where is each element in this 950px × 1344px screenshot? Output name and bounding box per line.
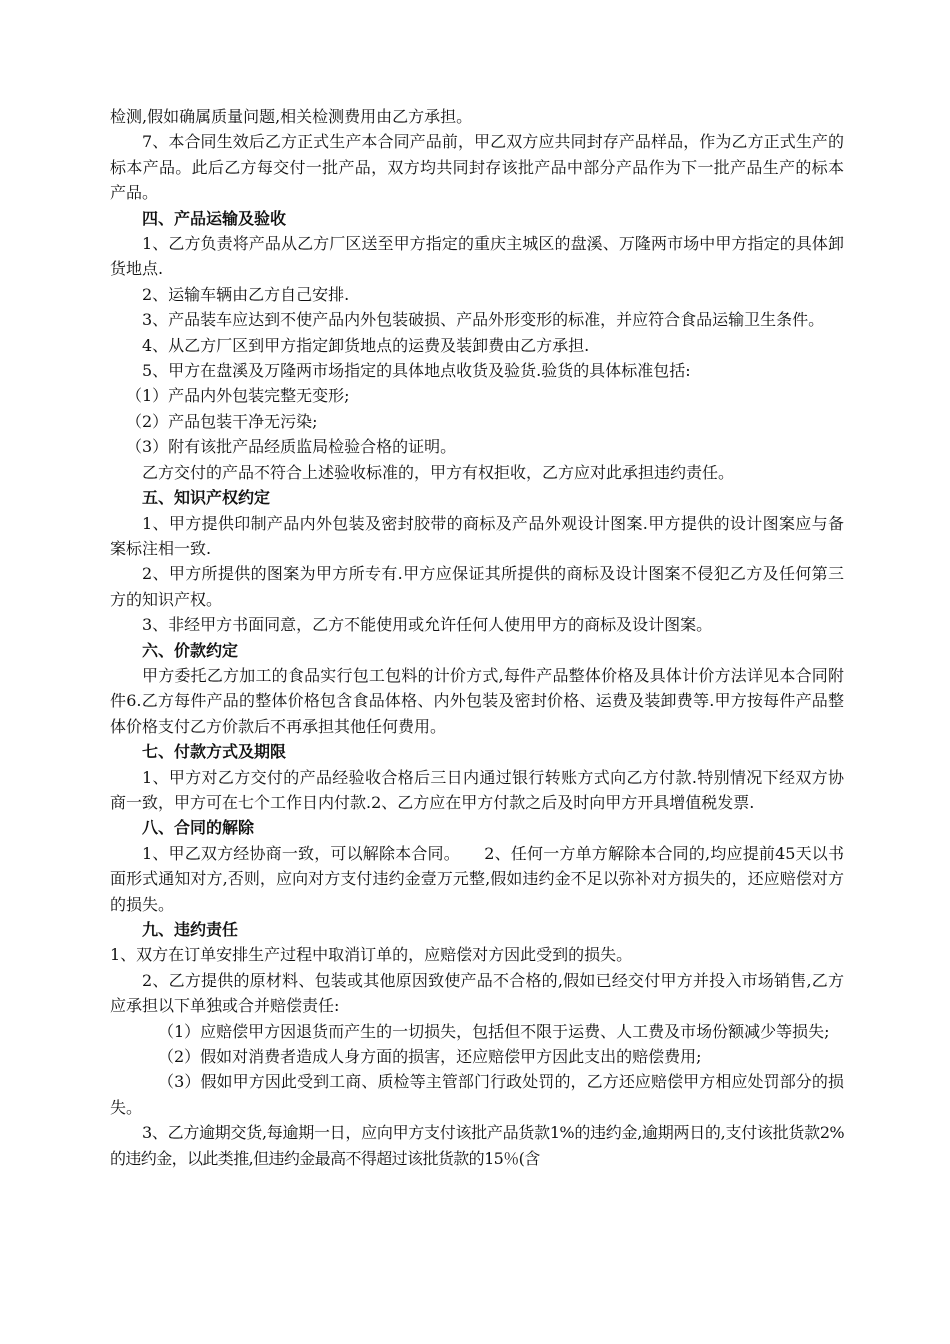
paragraph: 7、本合同生效后乙方正式生产本合同产品前，甲乙双方应共同封存产品样品，作为乙方正式生产的标本产品。此后乙方每交付一批产品，双方均共同封存该批产品中部分产品作为下一批产品生产的标本产品。 <box>110 132 844 203</box>
paragraph: 1、甲方提供印制产品内外包装及密封胶带的商标及产品外观设计图案.甲方提供的设计图案应与备案标注相一致. <box>110 513 844 558</box>
paragraph: 1、甲方对乙方交付的产品经验收合格后三日内通过银行转账方式向乙方付款.特别情况下经双方协商一致，甲方可在七个工作日内付款.2、乙方应在甲方付款之后及时向甲方开具增值税发票. <box>110 767 844 812</box>
paragraph: 3、非经甲方书面同意，乙方不能使用或允许任何人使用甲方的商标及设计图案。 <box>142 615 713 635</box>
paragraph: 3、产品装车应达到不使产品内外包装破损、产品外形变形的标准，并应符合食品运输卫生条件。 <box>142 310 825 330</box>
paragraph: 1、乙方负责将产品从乙方厂区送至甲方指定的重庆主城区的盘溪、万隆两市场中甲方指定的具体卸货地点. <box>110 234 844 279</box>
section-heading: 八、合同的解除 <box>142 818 255 838</box>
list-item: （1）应赔偿甲方因退货而产生的一切损失，包括但不限于运费、人工费及市场份额减少等损失; <box>158 1021 830 1041</box>
section-heading: 七、付款方式及期限 <box>142 742 287 762</box>
paragraph: 2、甲方所提供的图案为甲方所专有.甲方应保证其所提供的商标及设计图案不侵犯乙方及任何第三方的知识产权。 <box>110 564 844 609</box>
list-item: （2）假如对消费者造成人身方面的损害，还应赔偿甲方因此支出的赔偿费用; <box>158 1047 702 1067</box>
list-item: （2）产品包装干净无污染; <box>126 411 318 431</box>
paragraph: 3、乙方逾期交货,每逾期一日，应向甲方支付该批产品货款1%的违约金,逾期两日的,支付该批货款2%的违约金，以此类推,但违约金最高不得超过该批货款的15％(含 <box>110 1123 844 1168</box>
section-heading: 五、知识产权约定 <box>142 488 271 508</box>
section-heading: 九、违约责任 <box>142 920 239 939</box>
list-item: （3）附有该批产品经质监局检验合格的证明。 <box>126 437 457 457</box>
paragraph: 2、运输车辆由乙方自己安排. <box>142 284 350 304</box>
list-item: （3）假如甲方因此受到工商、质检等主管部门行政处罚的，乙方还应赔偿甲方相应处罚部分的损失。 <box>110 1072 844 1117</box>
paragraph: 2、乙方提供的原材料、包装或其他原因致使产品不合格的,假如已经交付甲方并投入市场销售,乙方应承担以下单独或合并赔偿责任: <box>110 970 844 1016</box>
paragraph: 甲方委托乙方加工的食品实行包工包料的计价方式,每件产品整体价格及具体计价方法详见本合同附件6.乙方每件产品的整体价格包含食品体格、内外包装及密封价格、运费及装卸费等.甲方按每件产品整体价格支付乙方价款后不再承担其他任何费用。 <box>110 665 844 736</box>
section-heading: 六、价款约定 <box>142 640 239 660</box>
document-page <box>110 104 844 1171</box>
paragraph: 5、甲方在盘溪及万隆两市场指定的具体地点收货及验货.验货的具体标准包括: <box>142 361 691 381</box>
paragraph: 1、甲乙双方经协商一致，可以解除本合同。 2、任何一方单方解除本合同的,均应提前45天以书面形式通知对方,否则，应向对方支付违约金壹万元整,假如违约金不足以弥补对方损失的，还应赔偿对方的损失。 <box>110 843 844 914</box>
paragraph: 4、从乙方厂区到甲方指定卸货地点的运费及装卸费由乙方承担. <box>142 335 590 355</box>
paragraph: 乙方交付的产品不符合上述验收标准的，甲方有权拒收，乙方应对此承担违约责任。 <box>142 462 735 482</box>
section-heading: 四、产品运输及验收 <box>142 208 287 228</box>
paragraph: 检测,假如确属质量问题,相关检测费用由乙方承担。 <box>110 107 473 126</box>
paragraph: 1、双方在订单安排生产过程中取消订单的，应赔偿对方因此受到的损失。 <box>110 945 633 965</box>
list-item: （1）产品内外包装完整无变形; <box>126 386 350 406</box>
